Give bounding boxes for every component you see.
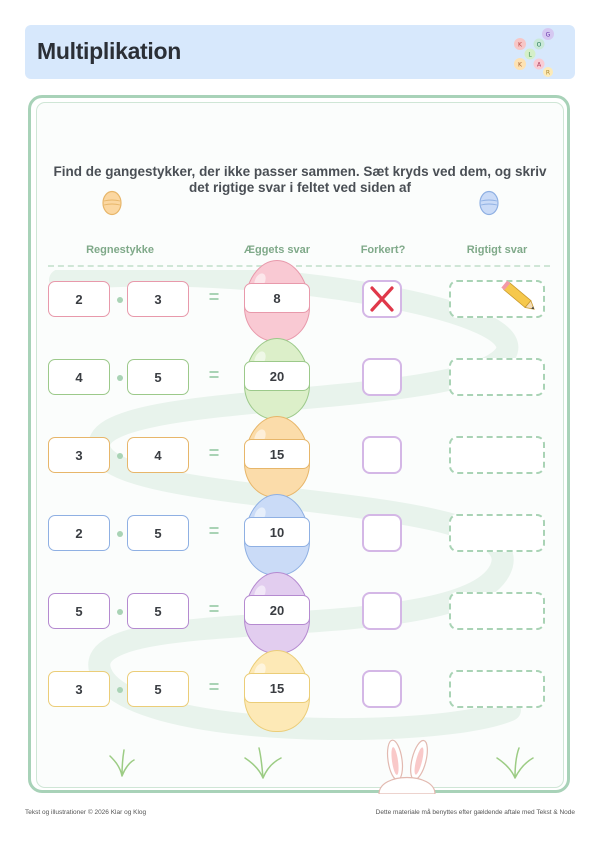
wrong-checkbox[interactable] [362,280,402,318]
factor-a-box: 2 [48,281,110,317]
problem-row [0,671,600,711]
egg-answer-box: 10 [244,517,310,547]
wrong-checkbox[interactable] [362,670,402,708]
equals-sign-icon: = [208,599,220,619]
problem-row [0,593,600,633]
factor-b-box: 5 [127,593,189,629]
instruction-text: Find de gangestykker, der ikke passer sammen. Sæt kryds ved dem, og skriv det rigtige svar i feltet ved siden af [53,164,547,195]
factor-a-box: 2 [48,515,110,551]
correct-answer-input[interactable] [449,514,545,552]
footer-copyright: Tekst og illustrationer © 2026 Klar og Klog [25,809,147,816]
logo-letter: O [536,41,542,49]
cross-mark-icon [364,282,400,316]
multiply-dot-icon [117,297,123,303]
pencil-icon [498,278,542,318]
equals-sign-icon: = [208,521,220,541]
equals-sign-icon: = [208,365,220,385]
factor-a-box: 4 [48,359,110,395]
factor-a-box: 3 [48,671,110,707]
logo-letter: L [528,51,532,59]
grass-tuft-icon [495,746,535,780]
logo-letter: K [518,61,522,69]
wrong-checkbox[interactable] [362,592,402,630]
factor-b-box: 5 [127,515,189,551]
wrong-checkbox[interactable] [362,514,402,552]
correct-answer-input[interactable] [449,592,545,630]
wrong-checkbox[interactable] [362,436,402,474]
egg-answer-box: 20 [244,361,310,391]
logo-letter: G [545,31,551,39]
multiply-dot-icon [117,531,123,537]
correct-answer-input[interactable] [449,670,545,708]
bunny-icon [374,738,440,794]
multiply-dot-icon [117,687,123,693]
correct-answer-input[interactable] [449,436,545,474]
page-header [25,25,575,79]
column-header-egg-answer: Æggets svar [243,244,311,256]
egg-answer-box: 8 [244,283,310,313]
page-title: Multiplikation [37,38,182,64]
logo-letter: A [536,61,542,69]
logo-letter: K [518,41,522,49]
problem-row [0,437,600,477]
problem-row [0,515,600,555]
factor-b-box: 5 [127,671,189,707]
factor-b-box: 4 [127,437,189,473]
equals-sign-icon: = [208,443,220,463]
wrong-checkbox[interactable] [362,358,402,396]
brand-logo-icon [509,27,557,77]
egg-answer-box: 15 [244,439,310,469]
factor-b-box: 5 [127,359,189,395]
column-header-correct: Rigtigt svar [466,244,528,256]
column-header-problem: Regnestykke [86,244,154,256]
footer-license: Dette materiale må benyttes efter gældende aftale med Tekst & Node [375,809,575,816]
problem-row [0,359,600,399]
egg-answer-box: 15 [244,673,310,703]
correct-answer-input[interactable] [449,358,545,396]
grass-tuft-icon [243,746,283,780]
factor-b-box: 3 [127,281,189,317]
factor-a-box: 3 [48,437,110,473]
equals-sign-icon: = [208,287,220,307]
factor-a-box: 5 [48,593,110,629]
logo-letter: R [545,69,551,77]
header-divider [48,265,550,267]
multiply-dot-icon [117,453,123,459]
multiply-dot-icon [117,609,123,615]
multiply-dot-icon [117,375,123,381]
equals-sign-icon: = [208,677,220,697]
grass-tuft-icon [108,748,136,778]
column-header-wrong: Forkert? [360,244,406,256]
egg-answer-box: 20 [244,595,310,625]
